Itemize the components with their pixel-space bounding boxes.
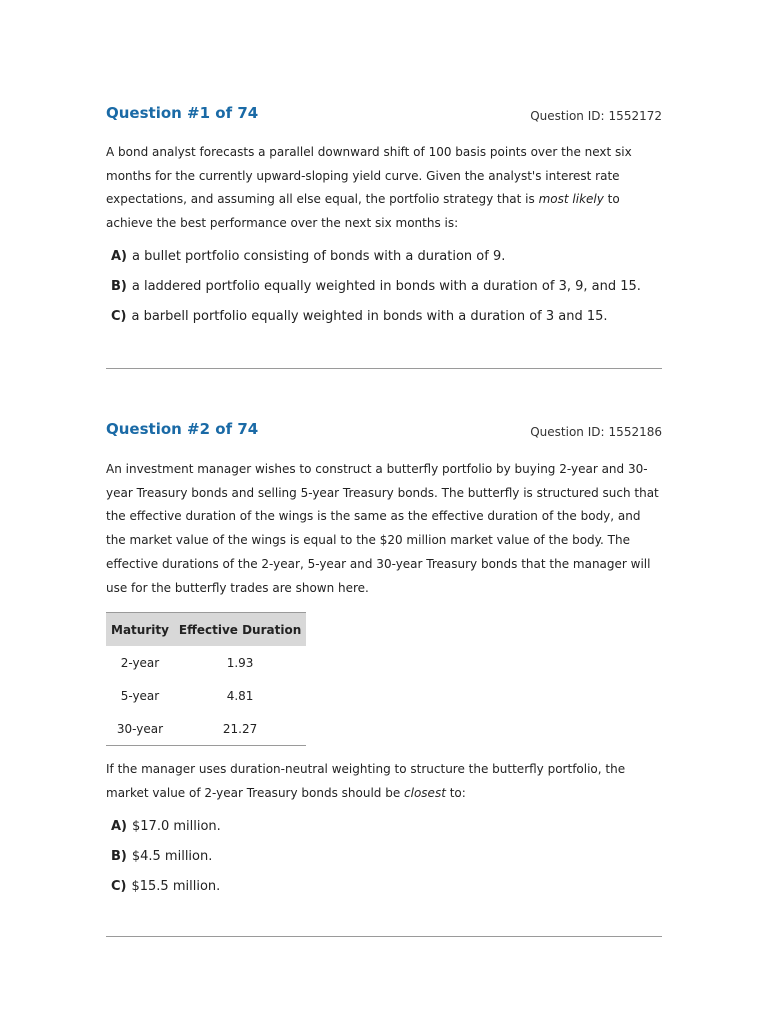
option-letter: A) [111,818,128,834]
question-stem [106,141,662,236]
option-text: $17.0 million. [132,818,221,834]
question-stem: An investment manager wishes to construct a butterfly portfolio by buying 2-year and 30-year Treasury bonds and selling 5-year Treasury bonds. The butterfly is structured such that the effective duration of the wings is the same as the effective duration of the body, and the market value of the wings is equal to the $20 million market value of the body. The effective durations of the 2-year, 5-year and 30-year Treasury bonds that the manager will use for the butterfly trades are shown here. [106,462,659,595]
column-header-maturity: Maturity [106,613,174,647]
question-header [106,104,662,132]
table-row [106,646,306,679]
section-divider [106,936,662,937]
table-header-row [106,613,306,647]
option-text: $15.5 million. [131,878,221,894]
stem-text-2: to achieve the best performance over the next six months is: [106,192,620,231]
table-cell: 21.27 [174,712,306,746]
followup-emphasis: closest [404,785,446,800]
option-letter: A) [111,248,128,264]
duration-table [106,612,306,746]
column-header-effective-duration: Effective Duration [174,613,306,647]
question-id [530,425,662,439]
question-id [530,109,662,123]
question-id-value: 1552186 [608,425,662,439]
option-text: $4.5 million. [131,848,213,864]
question-title: Question #2 of 74 [106,420,259,438]
answer-options [106,812,662,902]
answer-option-b[interactable] [111,842,662,872]
question-header [106,420,662,448]
answer-option-c[interactable] [111,302,662,332]
stem-emphasis: most likely [538,192,604,207]
question-title: Question #1 of 74 [106,104,259,122]
table-row [106,679,306,712]
followup-text-1: If the manager uses duration-neutral weighting to structure the butterfly portfolio, the market value of 2-year Treasury bonds should be [106,762,626,800]
question-2 [106,420,662,902]
option-text: a laddered portfolio equally weighted in bonds with a duration of 3, 9, and 15. [131,278,641,294]
stem-text-1: A bond analyst forecasts a parallel downward shift of 100 basis points over the next six months for the currently upward-sloping yield curve. Given the analyst's interest rate expectations, and assuming all else equal, the portfolio strategy that is [106,145,632,207]
followup-text-2: to: [445,785,466,800]
option-letter: B) [111,848,127,864]
option-text: a bullet portfolio consisting of bonds with a duration of 9. [132,248,506,264]
table-cell: 4.81 [226,688,254,703]
question-id-label: Question ID: [530,425,605,439]
answer-options [106,242,662,332]
answer-option-a[interactable] [111,242,662,272]
table-cell: 2-year [120,655,160,670]
table-row [106,712,306,746]
answer-option-c[interactable] [111,872,662,902]
option-letter: B) [111,278,127,294]
question-id-label: Question ID: [530,109,605,123]
option-letter: C) [111,878,127,894]
option-text: a barbell portfolio equally weighted in bonds with a duration of 3 and 15. [131,308,608,324]
question-id-value: 1552172 [608,109,662,123]
section-divider [106,368,662,369]
answer-option-a[interactable] [111,812,662,842]
table-cell: 30-year [106,712,174,746]
option-letter: C) [111,308,127,324]
table-cell: 5-year [120,688,160,703]
answer-option-b[interactable] [111,272,662,302]
question-1 [106,104,662,332]
question-followup [106,758,662,805]
table-cell: 1.93 [226,655,254,670]
